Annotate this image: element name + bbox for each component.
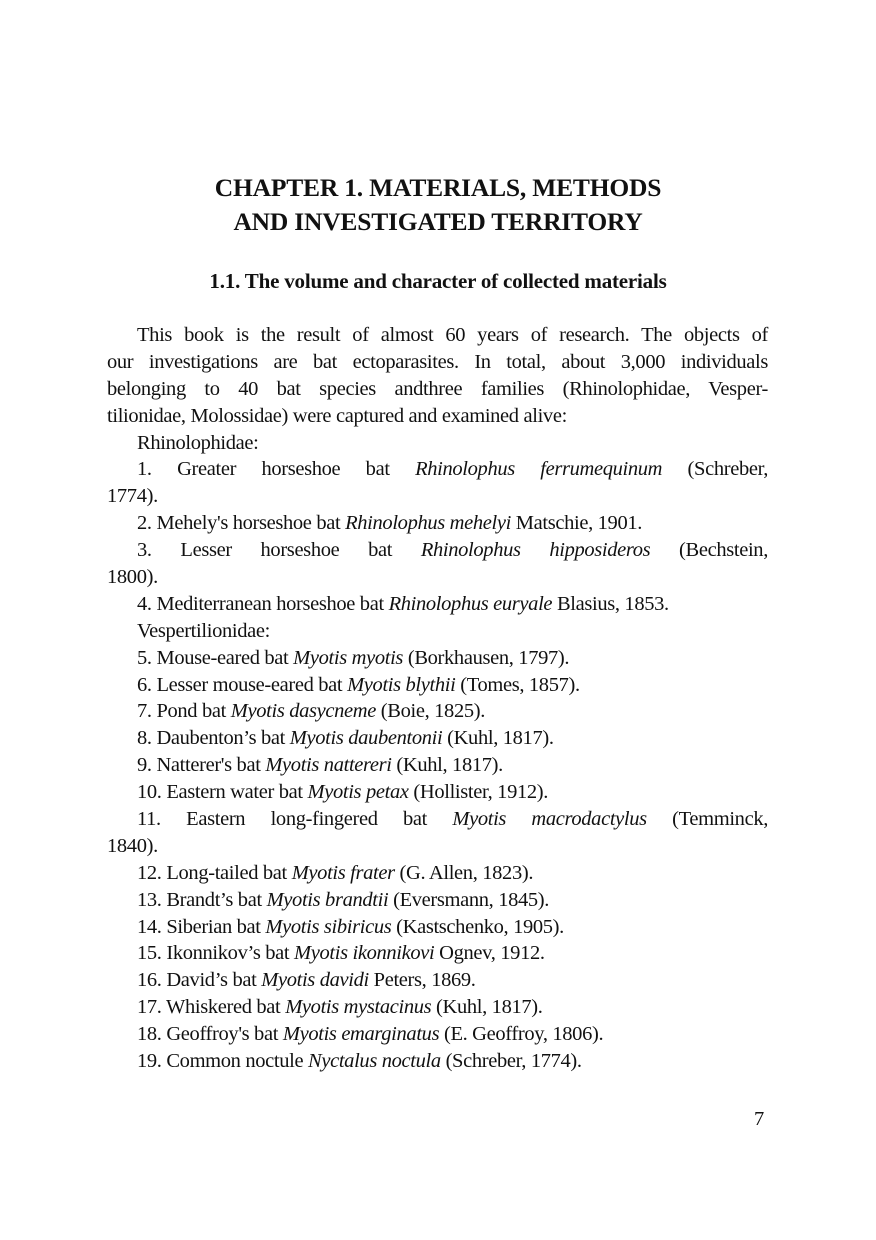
species-entry: [107, 860, 768, 887]
species-entry: [107, 806, 768, 833]
section-title: 1.1. The volume and character of collected materials: [209, 269, 667, 293]
species-author: (Temminck,: [672, 808, 768, 831]
species-latin-name: Rhinolophus hipposideros: [420, 539, 651, 562]
species-common-name: 10. Eastern water bat: [137, 781, 303, 804]
species-common-name: 4. Mediterranean horseshoe bat: [137, 592, 384, 615]
species-entry: [107, 591, 768, 618]
body-text: [107, 322, 768, 1075]
species-common-name: 16. David’s bat: [137, 969, 257, 992]
species-entry: [107, 725, 768, 752]
chapter-title-line: CHAPTER 1. MATERIALS, METHODS: [214, 173, 662, 202]
species-common-name: 3. Lesser horseshoe bat: [137, 539, 393, 562]
species-latin-name: Nyctalus noctula: [308, 1050, 441, 1073]
intro-line: our investigations are bat ectoparasites. In total, about 3,000 individuals: [107, 350, 768, 373]
species-common-name: 12. Long-tailed bat: [137, 861, 287, 884]
species-author: Blasius, 1853.: [556, 592, 669, 615]
family-heading: Vespertilionidae:: [137, 619, 270, 642]
species-latin-name: Myotis ikonnikovi: [294, 942, 435, 965]
species-author: (Kuhl, 1817).: [447, 727, 554, 750]
species-entry-continuation: 1774).: [107, 485, 158, 508]
species-common-name: 18. Geoffroy's bat: [137, 1023, 279, 1046]
intro-line: This book is the result of almost 60 years of research. The objects of: [137, 324, 768, 346]
species-entry: [107, 1048, 768, 1075]
species-entry: [107, 914, 768, 941]
species-common-name: 15. Ikonnikov’s bat: [137, 942, 290, 965]
species-latin-name: Rhinolophus mehelyi: [345, 512, 511, 535]
species-entry: [107, 456, 768, 483]
species-entry: [107, 940, 768, 967]
species-latin-name: Myotis mystacinus: [285, 996, 432, 1019]
species-latin-name: Rhinolophus euryale: [388, 592, 553, 615]
species-latin-name: Myotis brandtii: [266, 888, 389, 911]
species-common-name: 1. Greater horseshoe bat: [137, 458, 390, 481]
family-heading: Rhinolophidae:: [137, 431, 259, 454]
species-latin-name: Myotis macrodactylus: [452, 808, 647, 831]
species-author: (Kuhl, 1817).: [396, 754, 503, 777]
species-latin-name: Myotis frater: [291, 861, 395, 884]
species-common-name: 13. Brandt’s bat: [137, 888, 262, 911]
species-entry: [107, 994, 768, 1021]
species-entry: [107, 752, 768, 779]
species-author: (Hollister, 1912).: [413, 781, 549, 804]
species-author: Matschie, 1901.: [515, 512, 643, 535]
species-latin-name: Myotis petax: [307, 781, 409, 804]
species-latin-name: Myotis dasycneme: [230, 700, 377, 723]
species-author: Peters, 1869.: [373, 969, 476, 992]
species-common-name: 17. Whiskered bat: [137, 996, 281, 1019]
species-latin-name: Myotis blythii: [347, 673, 456, 696]
species-common-name: 6. Lesser mouse-eared bat: [137, 673, 343, 696]
species-entry-continuation: 1840).: [107, 834, 158, 857]
species-author: (Bechstein,: [679, 539, 768, 562]
species-entry: [107, 645, 768, 672]
species-entry: [107, 537, 768, 564]
species-latin-name: Myotis davidi: [261, 969, 369, 992]
species-author: (E. Geoffroy, 1806).: [443, 1023, 604, 1046]
chapter-title: [0, 171, 876, 239]
intro-line: belonging to 40 bat species andthree families (Rhinolophidae, Vesper-: [107, 377, 768, 400]
species-common-name: 9. Natterer's bat: [137, 754, 261, 777]
species-entry: [107, 887, 768, 914]
species-common-name: 5. Mouse-eared bat: [137, 646, 289, 669]
species-entry: [107, 967, 768, 994]
species-entry: [107, 779, 768, 806]
species-latin-name: Myotis nattereri: [265, 754, 392, 777]
species-author: (Kuhl, 1817).: [436, 996, 543, 1019]
species-common-name: 7. Pond bat: [137, 700, 226, 723]
species-common-name: 14. Siberian bat: [137, 915, 261, 938]
species-author: (G. Allen, 1823).: [399, 861, 534, 884]
species-latin-name: Rhinolophus ferrumequinum: [415, 458, 663, 481]
species-entry: [107, 672, 768, 699]
species-author: (Tomes, 1857).: [460, 673, 580, 696]
chapter-title-line: AND INVESTIGATED TERRITORY: [233, 207, 643, 236]
species-common-name: 11. Eastern long-fingered bat: [137, 808, 427, 831]
species-author: Ognev, 1912.: [439, 942, 545, 965]
species-entry: [107, 698, 768, 725]
species-common-name: 8. Daubenton’s bat: [137, 727, 285, 750]
species-author: (Schreber, 1774).: [445, 1050, 582, 1073]
species-latin-name: Myotis sibiricus: [265, 915, 392, 938]
intro-line: tilionidae, Molossidae) were captured and examined alive:: [107, 404, 567, 427]
species-entry-continuation: 1800).: [107, 566, 158, 589]
species-entry: [107, 510, 768, 537]
species-author: (Borkhausen, 1797).: [407, 646, 570, 669]
species-author: (Eversmann, 1845).: [393, 888, 550, 911]
species-common-name: 19. Common noctule: [137, 1050, 304, 1073]
species-latin-name: Myotis daubentonii: [289, 727, 443, 750]
species-latin-name: Myotis myotis: [293, 646, 404, 669]
species-common-name: 2. Mehely's horseshoe bat: [137, 512, 341, 535]
species-author: (Schreber,: [687, 458, 769, 481]
species-latin-name: Myotis emarginatus: [282, 1023, 440, 1046]
species-entry: [107, 1021, 768, 1048]
page-number: 7: [754, 1108, 765, 1130]
species-author: (Boie, 1825).: [380, 700, 485, 723]
species-author: (Kastschenko, 1905).: [396, 915, 564, 938]
